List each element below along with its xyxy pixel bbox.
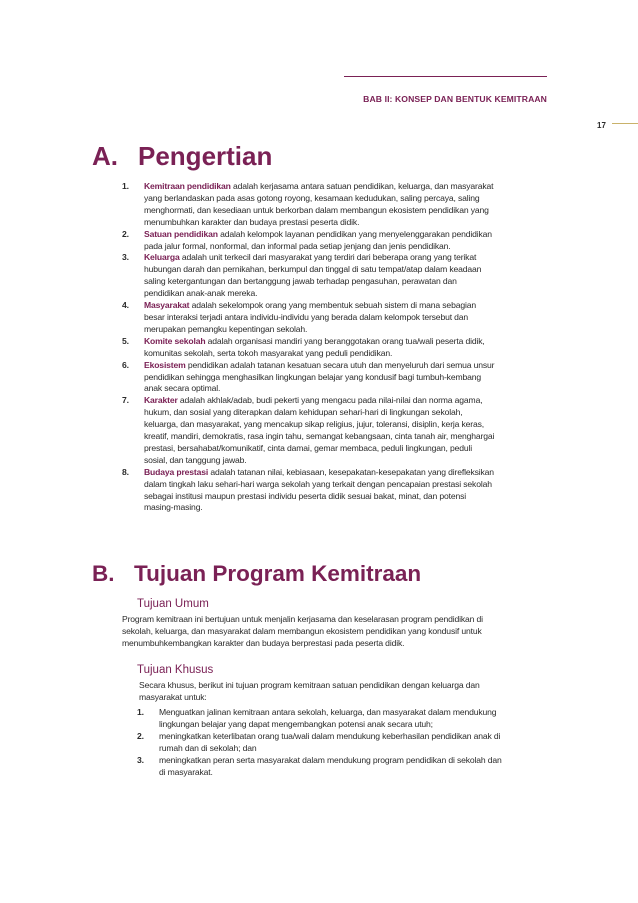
- text-line: pendidikan adalah tatanan kesatuan secara utuh dan menyeluruh dari semua unsur: [185, 359, 495, 370]
- text-line: pendidikan sehingga menghasilkan lingkungan belajar yang kondusif bagi tumbuh-kembang: [144, 371, 481, 382]
- text-line: masing-masing.: [144, 502, 203, 513]
- text-line: adalah kerjasama antara satuan pendidikan, keluarga, dan masyarakat: [230, 181, 494, 191]
- item-number: 6.: [122, 359, 129, 370]
- text-line: adalah akhlak/adab, budi pekerti yang mengacu pada nilai-nilai dan norma agama,: [177, 395, 483, 406]
- item-number: 5.: [122, 335, 129, 346]
- text-line: Secara khusus, berikut ini tujuan program kemitraan satuan pendidikan dengan keluarga dan: [139, 680, 480, 690]
- text-line: yang berlandaskan pada asas gotong royong, kesamaan kedudukan, saling percaya, saling: [144, 192, 480, 203]
- text-line: kreatif, mandiri, demokratis, rasa ingin tahu, semangat kebangsaan, cinta tanah air, menghargai: [144, 431, 495, 442]
- text-line: Menguatkan jalinan kemitraan antara sekolah, keluarga, dan masyarakat dalam mendukung: [159, 707, 497, 717]
- definition-item: [122, 229, 552, 253]
- definition-item: [122, 300, 552, 336]
- text-line: pendidikan anak-anak mereka.: [144, 288, 258, 299]
- text-line: anak secara optimal.: [144, 383, 221, 394]
- text-line: Program kemitraan ini bertujuan untuk menjalin kerjasama dan keselarasan program pendidikan di: [122, 614, 483, 624]
- chapter-title: BAB II: KONSEP DAN BENTUK KEMITRAAN: [363, 94, 547, 104]
- text-line: komunitas sekolah, serta tokoh masyarakat yang peduli pendidikan.: [144, 347, 393, 358]
- page-number: 17: [597, 121, 606, 130]
- section-letter: B.: [92, 561, 115, 586]
- definition-item: [122, 252, 552, 300]
- text-line: sekolah, keluarga, dan masyarakat dalam membangun ekosistem pendidikan yang kondusif untuk: [122, 625, 482, 636]
- text-line: menumbuhkembangkan karakter dan budaya berprestasi pada peserta didik.: [122, 637, 405, 648]
- text-line: besar interaksi terjadi antara individu-individu yang berada dalam kelompok tersebut dan: [144, 311, 469, 322]
- text-line: pada jalur formal, nonformal, dan informal pada setiap jenjang dan jenis pendidikan.: [144, 240, 451, 251]
- text-line: adalah organisasi mandiri yang beranggotakan orang tua/wali peserta didik,: [205, 335, 485, 346]
- goal-item: [137, 707, 551, 731]
- text-line: merupakan pemangku kepentingan sekolah.: [144, 323, 308, 334]
- text-line: keluarga, dan masyarakat, yang mencakup sikap religius, jujur, toleransi, disiplin, kerja keras,: [144, 419, 485, 430]
- text-line: hubungan darah dan pernikahan, berkumpul dan tinggal di satu tempat/atap dalam keadaan: [144, 264, 482, 275]
- definition-term: Budaya prestasi: [144, 466, 209, 477]
- tujuan-khusus-intro: [139, 680, 559, 704]
- goal-item: [137, 731, 551, 755]
- goal-list: [137, 707, 551, 778]
- text-line: rumah dan di sekolah; dan: [159, 742, 257, 753]
- text-line: prestasi, bersahabat/komunikatif, cinta damai, gemar membaca, peduli lingkungan, peduli: [144, 442, 473, 453]
- item-number: 1.: [137, 707, 144, 717]
- definition-item: [122, 181, 552, 229]
- item-number: 2.: [122, 228, 129, 239]
- goal-item: [137, 755, 551, 779]
- definition-item: [122, 467, 552, 515]
- definition-list: [122, 181, 552, 514]
- definition-term: Kemitraan pendidikan: [144, 181, 231, 191]
- text-line: di masyarakat.: [159, 766, 213, 777]
- text-line: meningkatkan keterlibatan orang tua/wali dalam mendukung keberhasilan pendidikan anak di: [159, 730, 501, 741]
- text-line: hukum, dan sosial yang diterapkan dalam kehidupan sehari-hari di lingkungan sekolah,: [144, 407, 463, 418]
- text-line: adalah kelompok layanan pendidikan yang menyelenggarakan pendidikan: [217, 228, 492, 239]
- page-number-rule: [612, 123, 638, 124]
- subheading-tujuan-umum: Tujuan Umum: [137, 598, 209, 610]
- text-line: adalah sekelompok orang yang membentuk sebuah sistem di mana sebagian: [189, 300, 476, 311]
- definition-term: Satuan pendidikan: [144, 228, 218, 239]
- text-line: dalam tingkah laku sehari-hari warga sekolah yang terkait dengan pencapaian prestasi sekolah: [144, 478, 492, 489]
- definition-term: Komite sekolah: [144, 335, 206, 346]
- section-a-heading: [92, 141, 272, 172]
- text-line: sebagai institusi maupun prestasi individu peserta didik sesuai bakat, minat, dan potensi: [144, 490, 467, 501]
- item-number: 3.: [122, 252, 129, 263]
- text-line: saling ketergantungan dan bertanggung jawab terhadap pengasuhan, perawatan dan: [144, 276, 457, 287]
- text-line: adalah tatanan nilai, kebiasaan, kesepakatan-kesepakatan yang direfleksikan: [208, 466, 494, 477]
- section-b-heading: [92, 561, 421, 587]
- text-line: adalah unit terkecil dari masyarakat yang terdiri dari beberapa orang yang terikat: [179, 252, 477, 263]
- definition-item: [122, 395, 552, 466]
- definition-item: [122, 336, 552, 360]
- section-letter: A.: [92, 141, 118, 171]
- item-number: 3.: [137, 754, 144, 765]
- text-line: lingkungan belajar yang dapat mengembangkan potensi anak secara utuh;: [159, 718, 433, 729]
- item-number: 1.: [122, 181, 129, 191]
- definition-term: Ekosistem: [144, 359, 186, 370]
- text-line: menghormati, dan kesediaan untuk berkorban dalam membangun ekosistem pendidikan yang: [144, 204, 489, 215]
- item-number: 2.: [137, 730, 144, 741]
- section-title: Pengertian: [138, 141, 273, 171]
- section-title: Tujuan Program Kemitraan: [134, 561, 422, 586]
- text-line: menumbuhkan karakter dan budaya prestasi peserta didik.: [144, 216, 360, 227]
- tujuan-umum-paragraph: [122, 614, 562, 650]
- text-line: meningkatkan peran serta masyarakat dalam mendukung program pendidikan di sekolah dan: [159, 754, 502, 765]
- definition-item: [122, 360, 552, 396]
- item-number: 8.: [122, 466, 129, 477]
- definition-term: Masyarakat: [144, 300, 190, 311]
- item-number: 4.: [122, 300, 129, 311]
- text-line: masyarakat untuk:: [139, 691, 207, 702]
- definition-term: Karakter: [144, 395, 178, 406]
- text-line: sosial, dan tanggung jawab.: [144, 454, 247, 465]
- subheading-tujuan-khusus: Tujuan Khusus: [137, 664, 214, 676]
- item-number: 7.: [122, 395, 129, 406]
- header-rule: [344, 76, 547, 77]
- definition-term: Keluarga: [144, 252, 180, 263]
